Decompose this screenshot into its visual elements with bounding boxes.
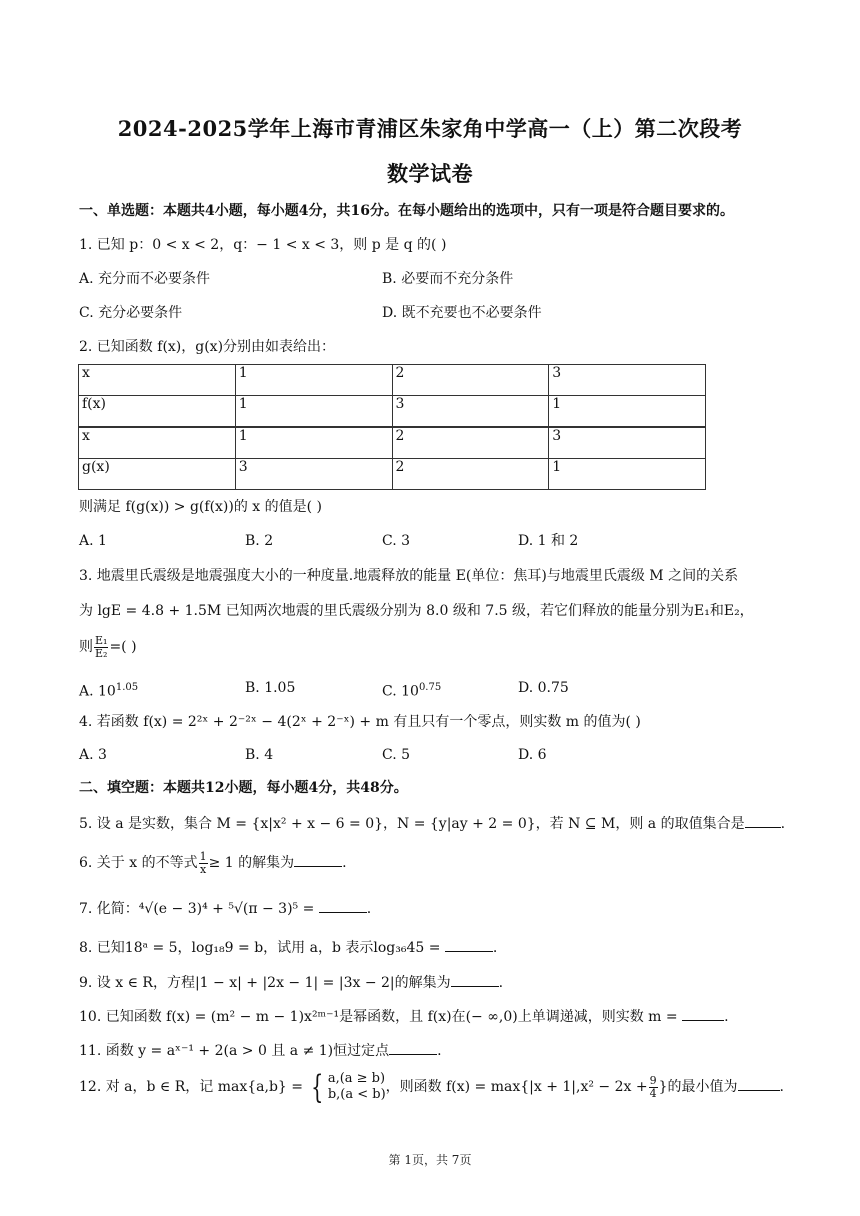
question-6-prefix: 6. 关于 x 的不等式 [79,855,198,871]
fraction-denominator: x [200,862,207,876]
fraction-numerator: 1 [199,849,207,863]
option-a-base: A. 10 [79,683,116,700]
question-4-stem: 4. 若函数 f(x) = 2²ˣ + 2⁻²ˣ − 4(2ˣ + 2⁻ˣ) + m 有且只有一个零点，则实数 m 的值为( ) [79,714,641,730]
case-2: b,(a < b) [327,1087,386,1102]
case-1: a,(a ≥ b) [327,1071,386,1086]
question-3-option-c [382,678,441,702]
question-4-option-a: A. 3 [79,747,107,763]
function-table [78,364,706,490]
section-1-heading: 一、单选题：本题共4小题，每小题4分，共16分。在每小题给出的选项中，只有一项是符合题目要求的。 [79,203,734,219]
table-cell: g(x) [79,459,236,490]
answer-blank [745,813,781,828]
exam-title: 2024-2025学年上海市青浦区朱家角中学高一（上）第二次段考 [117,116,743,141]
nine-quarters-fraction [649,1075,658,1100]
table-cell: 1 [235,427,392,459]
table-cell: x [79,365,236,396]
answer-blank [389,1040,437,1055]
question-6-suffix: ≥ 1 的解集为 [208,855,295,871]
question-4-option-d: D. 6 [518,747,547,763]
table-row [79,365,706,396]
left-brace-icon: { [311,1068,324,1106]
answer-blank [451,972,499,987]
table-cell: 2 [392,365,549,396]
fraction-denominator: E₂ [95,646,108,660]
question-5: 5. 设 a 是实数，集合 M = {x|x² + x − 6 = 0}，N = {y|ay + 2 = 0}，若 N ⊆ M，则 a 的取值集合是 . [79,813,785,834]
inequality-fraction [199,851,208,876]
table-cell: 1 [549,459,706,490]
option-c-exponent: 0.75 [418,682,442,693]
table-cell: 3 [549,365,706,396]
question-3-suffix: =( ) [109,639,137,655]
question-10: 10. 已知函数 f(x) = (m² − m − 1)x²ᵐ⁻¹是幂函数，且 f(x)在(− ∞,0)上单调递减，则实数 m = . [79,1006,729,1027]
question-4-option-c: C. 5 [382,747,411,763]
question-2-stem: 2. 已知函数 f(x)，g(x)分别由如表给出： [79,339,336,355]
table-cell: f(x) [79,396,236,428]
table-cell: 1 [235,396,392,428]
question-2-option-b: B. 2 [245,533,274,549]
table-cell: 1 [549,396,706,428]
page-footer: 第 1页，共 7页 [388,1153,472,1167]
question-11-text: 11. 函数 y = aˣ⁻¹ + 2(a > 0 且 a ≠ 1)恒过定点 [79,1043,390,1059]
question-4-option-b: B. 4 [245,747,274,763]
question-1-option-a: A. 充分而不必要条件 [79,271,211,287]
question-1-option-c: C. 充分必要条件 [79,305,183,321]
table-cell: 3 [392,396,549,428]
question-8-text: 8. 已知18ᵃ = 5，log₁₈9 = b，试用 a，b 表示log₃₆45 = [79,940,441,956]
question-1-stem: 1. 已知 p：0 < x < 2，q：− 1 < x < 3，则 p 是 q 的( ) [79,237,447,253]
question-8: 8. 已知18ᵃ = 5，log₁₈9 = b，试用 a，b 表示log₃₆45 = . [79,937,497,958]
table-cell: x [79,427,236,459]
answer-blank [738,1076,780,1091]
answer-blank [319,898,367,913]
answer-blank [294,852,342,867]
question-12-prefix: 12. 对 a，b ∈ R，记 max{a,b} = [79,1079,303,1095]
question-3-option-a [79,678,138,702]
question-2-condition: 则满足 f(g(x)) > g(f(x))的 x 的值是( ) [79,499,323,515]
table-row [79,459,706,490]
table-row [79,427,706,459]
question-3-line-2: 为 lgE = 4.8 + 1.5M 已知两次地震的里氏震级分别为 8.0 级和 7.5 级，若它们释放的能量分别为E₁和E₂， [79,603,754,619]
question-3-line-1: 3. 地震里氏震级是地震强度大小的一种度量.地震释放的能量 E(单位：焦耳)与地震里氏震级 M 之间的关系 [79,568,739,584]
question-12: 12. 对 a，b ∈ R，记 max{a,b} = { a,(a ≥ b) b,(a < b) ，则函数 f(x) = max{|x + 1|,x² − 2x + $\frac{9}{4}$ }的最小值为 . [79,1068,784,1106]
question-3-prefix: 则 [79,639,93,655]
energy-ratio-fraction [94,635,108,660]
question-9: 9. 设 x ∈ R，方程|1 − x| + |2x − 1| = |3x − 2|的解集为 . [79,972,503,993]
table-cell: 3 [549,427,706,459]
question-7: 7. 化简：⁴√(e − 3)⁴ + ⁵√(π − 3)⁵ = . [79,898,371,919]
question-6: 6. 关于 x 的不等式 $\frac{1}{x}$ ≥ 1 的解集为 . [79,849,347,876]
question-12-middle: ，则函数 f(x) = max{|x + 1|,x² − 2x + [385,1079,648,1095]
option-c-base: C. 10 [382,683,419,700]
section-2-heading: 二、填空题：本题共12小题，每小题4分，共48分。 [79,780,408,796]
answer-blank [445,937,493,952]
question-1-option-d: D. 既不充要也不必要条件 [382,305,542,321]
question-2-option-a: A. 1 [79,533,107,549]
question-10-text: 10. 已知函数 f(x) = (m² − m − 1)x²ᵐ⁻¹是幂函数，且 f(x)在(− ∞,0)上单调递减，则实数 m = [79,1009,678,1025]
fraction-denominator: 4 [649,1086,657,1100]
exam-subtitle: 数学试卷 [387,161,473,186]
fraction-numerator: 9 [649,1073,657,1087]
piecewise-cases [328,1071,386,1103]
question-5-text: 5. 设 a 是实数，集合 M = {x|x² + x − 6 = 0}，N = {y|ay + 2 = 0}，若 N ⊆ M，则 a 的取值集合是 [79,816,745,832]
question-2-option-c: C. 3 [382,533,411,549]
answer-blank [682,1006,724,1021]
option-a-exponent: 1.05 [115,682,139,693]
question-12-suffix: }的最小值为 [658,1079,738,1095]
table-cell: 1 [235,365,392,396]
fraction-numerator: E₁ [95,633,108,647]
question-2-option-d: D. 1 和 2 [518,533,579,549]
table-cell: 3 [235,459,392,490]
question-3-line-3 [79,633,137,661]
question-1-option-b: B. 必要而不充分条件 [382,271,514,287]
table-cell: 2 [392,459,549,490]
question-3-option-d: D. 0.75 [518,680,569,696]
table-row [79,396,706,428]
table-cell: 2 [392,427,549,459]
question-3-option-b: B. 1.05 [245,680,296,696]
question-7-text: 7. 化简：⁴√(e − 3)⁴ + ⁵√(π − 3)⁵ = [79,901,315,917]
question-11: 11. 函数 y = aˣ⁻¹ + 2(a > 0 且 a ≠ 1)恒过定点 . [79,1040,442,1061]
question-9-text: 9. 设 x ∈ R，方程|1 − x| + |2x − 1| = |3x − 2|的解集为 [79,975,451,991]
